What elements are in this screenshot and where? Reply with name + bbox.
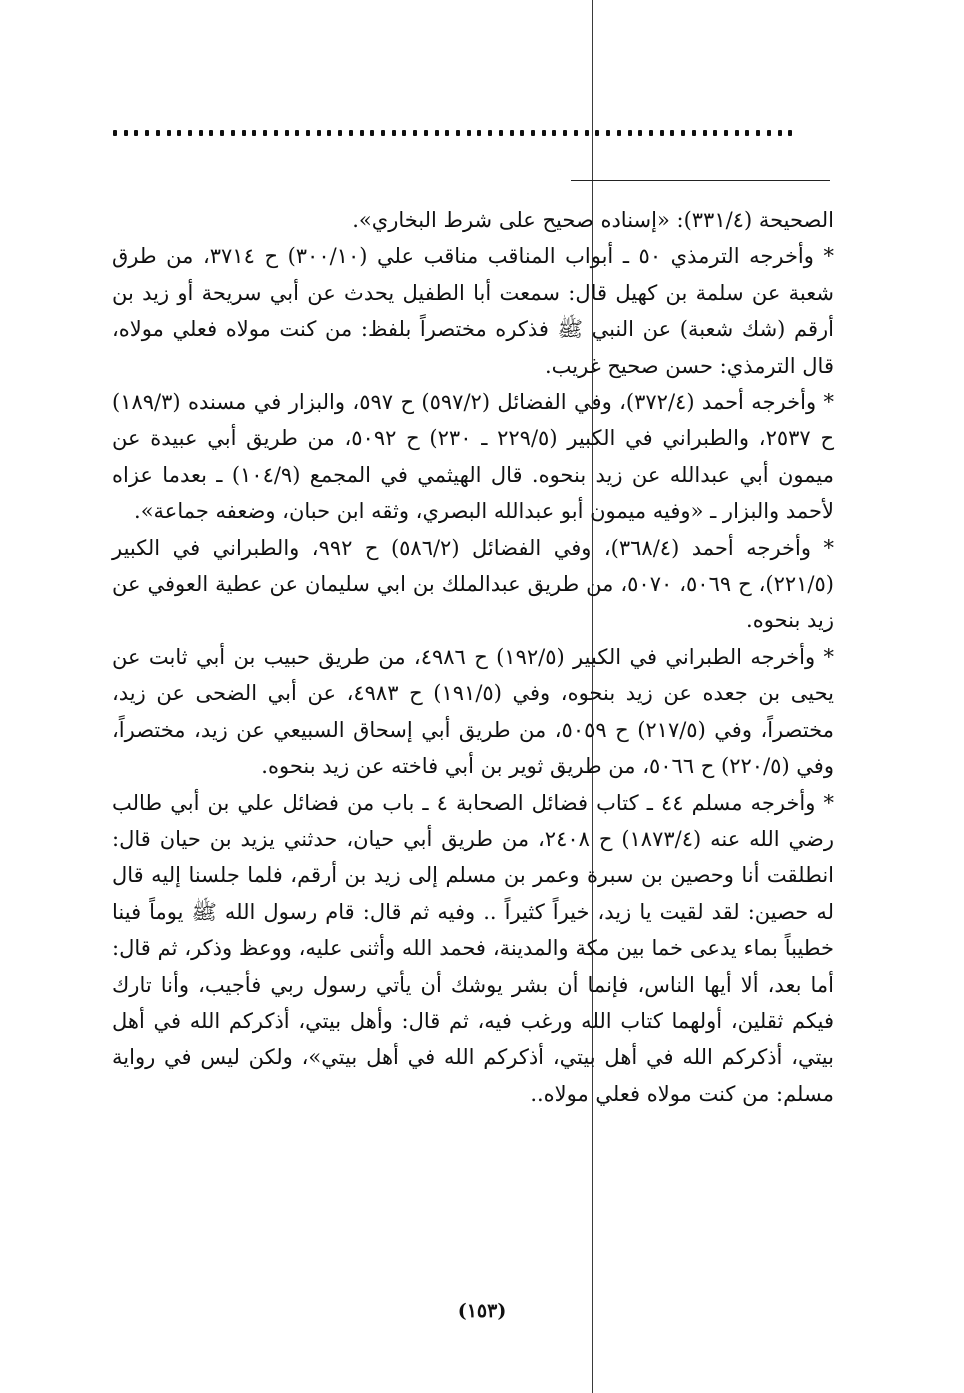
ornament-dot: [467, 130, 471, 136]
ornament-dot: [681, 130, 685, 136]
ornament-dot: [252, 130, 256, 136]
ornament-dot: [285, 130, 289, 136]
ornament-dot: [552, 130, 556, 136]
ornament-dot: [745, 130, 749, 136]
ornament-dot: [274, 130, 278, 136]
ornament-dot: [767, 130, 771, 136]
ornament-dot: [435, 130, 439, 136]
ornament-dot: [542, 130, 546, 136]
ornament-dot: [703, 130, 707, 136]
ornament-dot: [756, 130, 760, 136]
ornament-dot: [499, 130, 503, 136]
ornament-dot: [338, 130, 342, 136]
ornament-dot: [306, 130, 310, 136]
ornament-dot: [660, 130, 664, 136]
ornament-dot: [585, 130, 589, 136]
ornament-dot: [606, 130, 610, 136]
ornament-dot: [124, 130, 128, 136]
ornament-dot: [231, 130, 235, 136]
ornament-dot: [670, 130, 674, 136]
ornament-dot: [295, 130, 299, 136]
ornament-dot: [199, 130, 203, 136]
ornament-dot: [531, 130, 535, 136]
ornament-dot: [788, 130, 792, 136]
ornament-dot: [381, 130, 385, 136]
ornament-dot: [778, 130, 782, 136]
ornament-dot: [520, 130, 524, 136]
ornament-dot: [477, 130, 481, 136]
ornament-dot: [456, 130, 460, 136]
ornament-dot: [113, 130, 117, 136]
ornament-dot: [327, 130, 331, 136]
footnote-text: [112, 202, 834, 1112]
ornament-dot: [724, 130, 728, 136]
ornament-dot: [692, 130, 696, 136]
ornament-dot: [424, 130, 428, 136]
ornament-dot: [156, 130, 160, 136]
footnote-paragraph-5: * وأخرجه مسلم ٤٤ ـ كتاب فضائل الصحابة ٤ ـ باب من فضائل علي بن أبي طالب رضي الله عنه (١٨٧٣/٤) ح ٢٤٠٨، من طريق أبي حيان، حدثني يزيد بن حيان قال: انطلقت أنا وحصين بن سبرة وعمر بن مسلم إلى زيد بن أرقم، فلما جلسنا إليه قال له حصين: لقد لقيت يا زيد، خيراً كثيراً .. وفيه ثم قال: قام رسول الله ﷺ يوماً فينا خطيباً بماء يدعى خما بين مكة والمدينة، فحمد الله وأثنى عليه، ووعظ وذكر، ثم قال: أما بعد، ألا أيها الناس، فإنما أن بشر يوشك أن يأتي رسول ربي فأجيب، وأنا تارك فيكم ثقلين، أولهما كتاب الله ورغب فيه، ثم قال: وأهل بيتي، أذكركم الله في أهل بيتي، أذكركم الله في أهل بيتي، أذكركم الله في أهل بيتي»، ولكن ليس في رواية مسلم: من كنت مولاه فعلي مولاه..: [112, 790, 835, 1106]
footnote-separator: [571, 180, 830, 181]
ornament-dot: [563, 130, 567, 136]
ornament-dot: [145, 130, 149, 136]
continuation-line: الصحيحة (٣٣١/٤): «إسناده صحيح على شرط البخاري».: [352, 208, 834, 232]
page-number: (١٥٣): [457, 1300, 507, 1322]
ornament-dot: [349, 130, 353, 136]
ornament-dot: [638, 130, 642, 136]
ornament-dot: [574, 130, 578, 136]
ornament-dot: [188, 130, 192, 136]
ornament-dot: [317, 130, 321, 136]
ornament-dot: [402, 130, 406, 136]
ornament-dot: [595, 130, 599, 136]
ornament-dot: [649, 130, 653, 136]
footnote-paragraph-2: * وأخرجه أحمد (٣٧٢/٤)، وفي الفضائل (٥٩٧/٢) ح ٥٩٧، والبزار في مسنده (١٨٩/٣) ح ٢٥٣٧، والطبراني في الكبير (٢٢٩/٥ ـ ٢٣٠) ح ٥٠٩٢، من طريق أبي عبيدة عن ميمون أبي عبدالله عن زيد بنحوه. قال الهيثمي في المجمع (١٠٤/٩) ـ بعدما عزاه لأحمد والبزار ـ «وفيه ميمون أبو عبدالله البصري، وثقه ابن حبان، وضعفه جماعة».: [112, 390, 834, 524]
ornament-dot: [392, 130, 396, 136]
footnote-paragraph-1: * وأخرجه الترمذي ٥٠ ـ أبواب المناقب مناقب علي (٣٠٠/١٠) ح ٣٧١٤، من طرق شعبة عن سلمة بن كهيل قال: سمعت أبا الطفيل يحدث عن أبي سريحة أو زيد بن أرقم (شك شعبة) عن النبي ﷺ فذكره مختصراً بلفظ: من كنت مولاه فعلي مولاه، قال الترمذي: حسن صحيح غريب.: [112, 244, 834, 378]
ornament-dot: [713, 130, 717, 136]
ornament-dot: [177, 130, 181, 136]
ornament-dot: [510, 130, 514, 136]
ornament-dot: [167, 130, 171, 136]
ornament-dot: [370, 130, 374, 136]
ornament-dot: [488, 130, 492, 136]
ornament-dot: [628, 130, 632, 136]
ornament-dot: [220, 130, 224, 136]
ornament-dot: [263, 130, 267, 136]
header-dot-ornament: [113, 126, 793, 140]
ornament-dot: [360, 130, 364, 136]
ornament-dot: [617, 130, 621, 136]
ornament-dot: [134, 130, 138, 136]
ornament-dot: [445, 130, 449, 136]
footnote-paragraph-3: * وأخرجه أحمد (٣٦٨/٤)، وفي الفضائل (٥٨٦/٢) ح ٩٩٢، والطبراني في الكبير (٢٢١/٥)، ح ٥٠٦٩، ٥٠٧٠، من طريق عبدالملك بن ابي سليمان عن عطية العوفي عن زيد بنحوه.: [112, 535, 834, 633]
footnote-paragraph-4: * وأخرجه الطبراني في الكبير (١٩٢/٥) ح ٤٩٨٦، من طريق حبيب بن أبي ثابت عن يحيى بن جعده عن زيد بنحوه، وفي (١٩١/٥) ح ٤٩٨٣، عن أبي الضحى عن زيد، مختصراً، وفي (٢١٧/٥) ح ٥٠٥٩، من طريق أبي إسحاق السبيعي عن زيد، مختصراً، وفي (٢٢٠/٥) ح ٥٠٦٦، من طريق ثوير بن أبي فاخته عن زيد بنحوه.: [112, 644, 834, 779]
ornament-dot: [735, 130, 739, 136]
ornament-dot: [209, 130, 213, 136]
ornament-dot: [242, 130, 246, 136]
ornament-dot: [413, 130, 417, 136]
